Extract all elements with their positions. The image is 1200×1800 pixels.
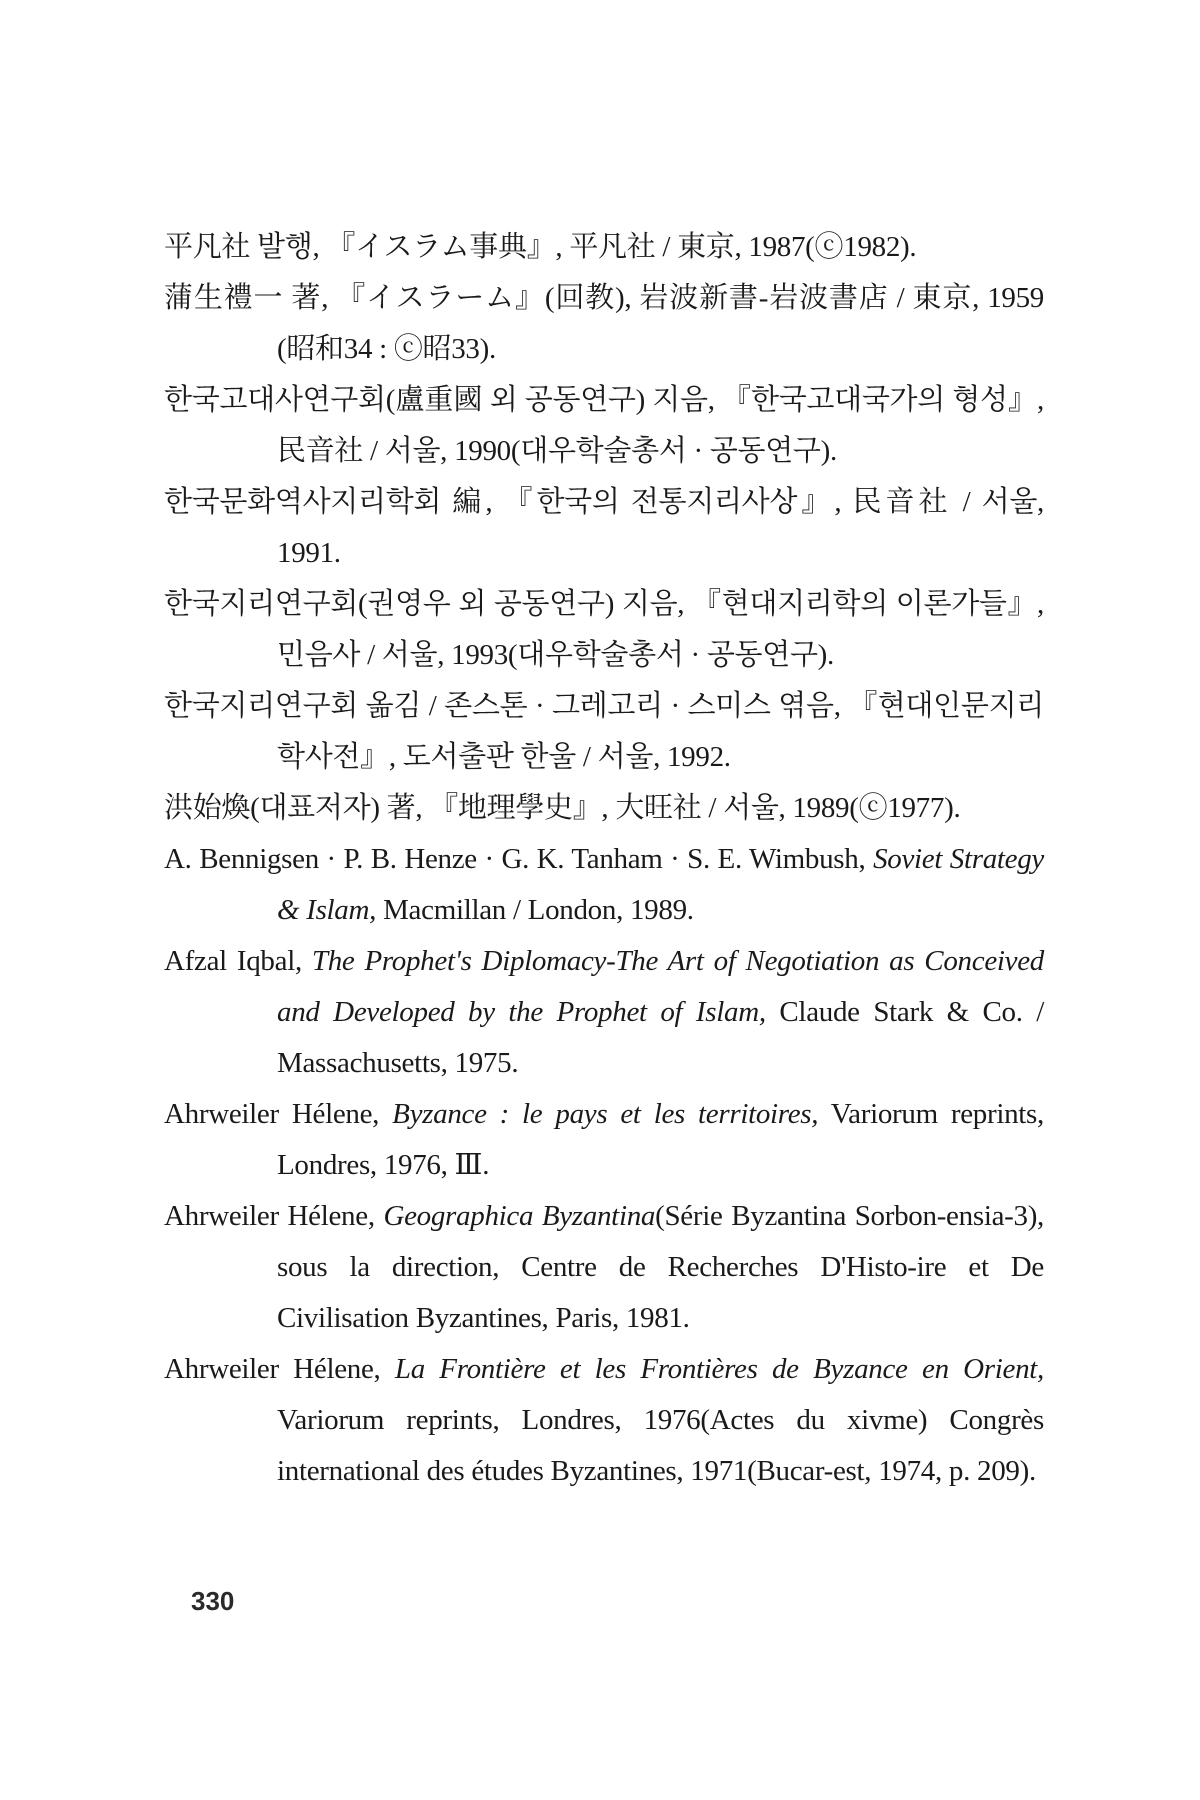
entry-publisher: Variorum reprints, Londres, 1976, Ⅲ. [277, 1098, 1044, 1181]
entry-author: 한국고대사연구회(盧重國 외 공동연구) 지음, [164, 384, 715, 416]
entry-title: La Frontière et les Frontières de Byzance en Orient, [394, 1353, 1044, 1385]
entry-publisher: 平凡社 / 東京, 1987(ⓒ1982). [569, 231, 917, 263]
entry-title: 『현대인문지리학사전』, [277, 690, 1044, 773]
entry-author: 한국지리연구회 옮김 / 존스톤 · 그레고리 · 스미스 엮음, [164, 690, 841, 722]
entry-publisher: 岩波新書-岩波書店 / 東京, 1959 (昭和34 : ⓒ昭33). [277, 282, 1044, 365]
entry-publisher: 민음사 / 서울, 1993(대우학술총서 · 공동연구). [277, 639, 834, 671]
bibliography-entry [164, 1344, 1044, 1497]
entry-publisher: 民音社 / 서울, 1991. [277, 486, 1044, 569]
bibliography-entry [164, 477, 1044, 579]
entry-title: Byzance : le pays et les territoires, [392, 1098, 819, 1130]
entry-publisher: 大旺社 / 서울, 1989(ⓒ1977). [615, 792, 961, 824]
entry-author: A. Bennigsen · P. B. Henze · G. K. Tanham · S. E. Wimbush, [164, 843, 866, 875]
entry-title: The Prophet's Diplomacy-The Art of Negotiation as Conceived and Developed by the Prophet of Islam, [277, 945, 1044, 1028]
entry-author: Ahrweiler Hélene, [164, 1098, 380, 1130]
bibliography-entry [164, 783, 1044, 834]
bibliography-entry [164, 681, 1044, 783]
entry-publisher: (Série Byzantina Sorbon-ensia-3), sous la direction, Centre de Recherches D'Histo-ire et De Civilisation Byzantines, Paris, 1981. [277, 1200, 1045, 1334]
entry-publisher: 民音社 / 서울, 1990(대우학술총서 · 공동연구). [277, 435, 837, 467]
entry-author: 平凡社 발행, [164, 231, 320, 263]
entry-title: 『현대지리학의 이론가들』, [692, 588, 1045, 620]
bibliography-entry [164, 273, 1044, 375]
entry-author: 蒲生禮一 著, [164, 282, 329, 314]
entry-author: 洪始煥(대표저자) 著, [164, 792, 423, 824]
entry-title: Geographica Byzantina [383, 1200, 656, 1232]
entry-title: 『한국의 전통지리사상』, [503, 486, 842, 518]
bibliography-entry [164, 1089, 1044, 1191]
entry-title: 『イスラーム』(回教), [336, 282, 632, 314]
entry-title: Soviet Strategy & Islam, [277, 843, 1044, 926]
entry-title: 『地理學史』, [429, 792, 609, 824]
bibliography-entry [164, 222, 1044, 273]
entry-publisher: Variorum reprints, Londres, 1976(Actes du xivme) Congrès international des études Byzantines, 1971(Bucar-est, 1974, p. 209). [277, 1404, 1044, 1487]
entry-publisher: Macmillan / London, 1989. [383, 894, 694, 926]
entry-title: 『한국고대국가의 형성』, [721, 384, 1045, 416]
entry-publisher: 도서출판 한울 / 서울, 1992. [402, 741, 731, 773]
entry-author: Ahrweiler Hélene, [164, 1200, 375, 1232]
bibliography-entry [164, 1191, 1044, 1344]
page-number: 330 [191, 1586, 235, 1616]
entry-publisher: Claude Stark & Co. / Massachusetts, 1975. [277, 996, 1044, 1079]
bibliography-entry [164, 834, 1044, 936]
bibliography-entry [164, 375, 1044, 477]
bibliography-entry [164, 579, 1044, 681]
entry-author: 한국지리연구회(권영우 외 공동연구) 지음, [164, 588, 685, 620]
entry-author: Afzal Iqbal, [164, 945, 302, 977]
entry-author: Ahrweiler Hélene, [164, 1353, 381, 1385]
entry-title: 『イスラム事典』, [326, 231, 563, 263]
entry-author: 한국문화역사지리학회 編, [164, 486, 493, 518]
bibliography-list [164, 222, 1044, 1497]
bibliography-entry [164, 936, 1044, 1089]
